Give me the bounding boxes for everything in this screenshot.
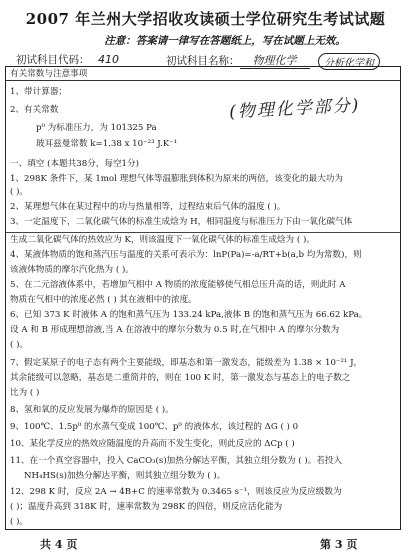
q6-line-2: 设 A 和 B 形成理想溶液,当 A 在溶液中的摩尔分数为 0.5 时,在气相中 A 的摩尔分数为 bbox=[10, 325, 340, 335]
constant-pressure: p⁰ 为标准压力，为 101325 Pa bbox=[36, 123, 157, 133]
q6-line-1: 6、已知 373 K 时液体 A 的饱和蒸气压为 133.24 kPa,液体 B 的饱和蒸气压为 66.62 kPa。 bbox=[10, 310, 368, 320]
q12-line-2: ( )；温度升高到 318K 时，速率常数为 298K 的四倍，则反应活化能为 bbox=[10, 502, 283, 512]
subject-name-label: 初试科目名称： bbox=[166, 55, 240, 67]
q12-line-3: ( )。 bbox=[10, 517, 29, 527]
subject-code-label: 初试科目代码： bbox=[16, 54, 90, 66]
section-divider bbox=[6, 232, 400, 233]
q8-line: 8、氢和氧的反应发展为爆炸的原因是 ( )。 bbox=[10, 405, 174, 415]
header-rule bbox=[6, 80, 400, 81]
q11-line-1: 11、在一个真空容器中，投入 CaCO₃(s)加热分解达平衡，其独立组分数为 ( )。若投入 bbox=[10, 456, 343, 466]
exam-title: 2007 年兰州大学招收攻读硕士学位研究生考试试题 bbox=[25, 10, 386, 28]
section-heading: 一、填空 (本题共38分，每空1分) bbox=[10, 159, 139, 169]
q7-line-1: 7、假定某原子的电子态有两个主要能级，即基态和第一激发态，能级差为 1.38 × 10⁻²¹ J， bbox=[10, 358, 363, 368]
subject-name-value: 物理化学 bbox=[240, 52, 310, 69]
q7-line-2: 其余能级可以忽略，基态是二重简并的，则在 100 K 时，第一激发态与基态上的电子数之 bbox=[10, 373, 351, 383]
q7-line-3: 比为 ( ) bbox=[10, 388, 40, 398]
exam-notice: 注意：答案请一律写在答题纸上，写在试题上无效。 bbox=[104, 35, 346, 47]
q9-line: 9、100℃、1.5p⁰ 的水蒸气变成 100℃、p⁰ 的液体水，该过程的 ΔG ( ) 0 bbox=[10, 422, 299, 432]
q5-line-2: 物质在气相中的浓度必然 ( ) 其在液相中的浓度。 bbox=[10, 295, 197, 305]
q2-line: 2、某理想气体在某过程中的功与热量相等，过程结束后气体的温度 ( )。 bbox=[10, 202, 286, 212]
q5-line-1: 5、在二元溶液体系中，若增加气相中 A 物质的浓度能够使气相总压升高的话，则此时 A bbox=[10, 280, 346, 290]
q3-line-1: 3、一定温度下，二氧化碳气体的标准生成焓为 H，相同温度与标准压力下由一氧化碳气体 bbox=[10, 217, 353, 227]
handwritten-note: (物理化学部分) bbox=[228, 95, 361, 123]
handwritten-subject-note: 分析化学和 bbox=[318, 53, 380, 70]
q12-line-1: 12、298 K 时，反应 2A → 4B+C 的速率常数为 0.3465 s⁻¹，则该反应为反应级数为 bbox=[10, 487, 342, 497]
q6-line-3: ( )。 bbox=[10, 340, 29, 350]
preamble-item-1: 1、带计算器； bbox=[10, 87, 68, 97]
preamble-heading: 有关常数与注意事项 bbox=[10, 69, 88, 79]
page-number: 第 3 页 bbox=[320, 538, 358, 551]
q11-line-2: NH₄HS(s)加热分解达平衡，则其独立组分数为 ( )。 bbox=[24, 471, 226, 481]
q1-line-1: 1、298K 条件下，某 1mol 理想气体等温膨胀到体积为原来的两倍，该变化的最大功为 bbox=[10, 174, 344, 184]
exam-frame bbox=[5, 66, 401, 530]
q4-line-2: 该液体物质的摩尔汽化热为 ( )。 bbox=[10, 265, 134, 275]
q1-line-2: ( )。 bbox=[10, 187, 29, 197]
total-pages: 共 4 页 bbox=[40, 538, 78, 551]
q4-line-1: 4、某液体物质的饱和蒸汽压与温度的关系可表示为：lnP(Pa)=-a/RT+b(a,b 均为常数)，则 bbox=[10, 250, 362, 260]
constant-boltzmann: 玻耳兹曼常数 k=1.38 x 10⁻²³ J.K⁻¹ bbox=[36, 139, 178, 149]
subject-code-value: 410 bbox=[90, 53, 128, 67]
q3-line-2: 生成二氧化碳气体的热效应为 K，则该温度下一氧化碳气体的标准生成焓为 ( )。 bbox=[10, 235, 315, 245]
q10-line: 10、某化学反应的热效应随温度的升高而不发生变化，则此反应的 ΔCp ( ) bbox=[10, 439, 295, 449]
preamble-item-2: 2、有关常数 bbox=[10, 105, 59, 115]
subject-code-row bbox=[16, 52, 128, 67]
